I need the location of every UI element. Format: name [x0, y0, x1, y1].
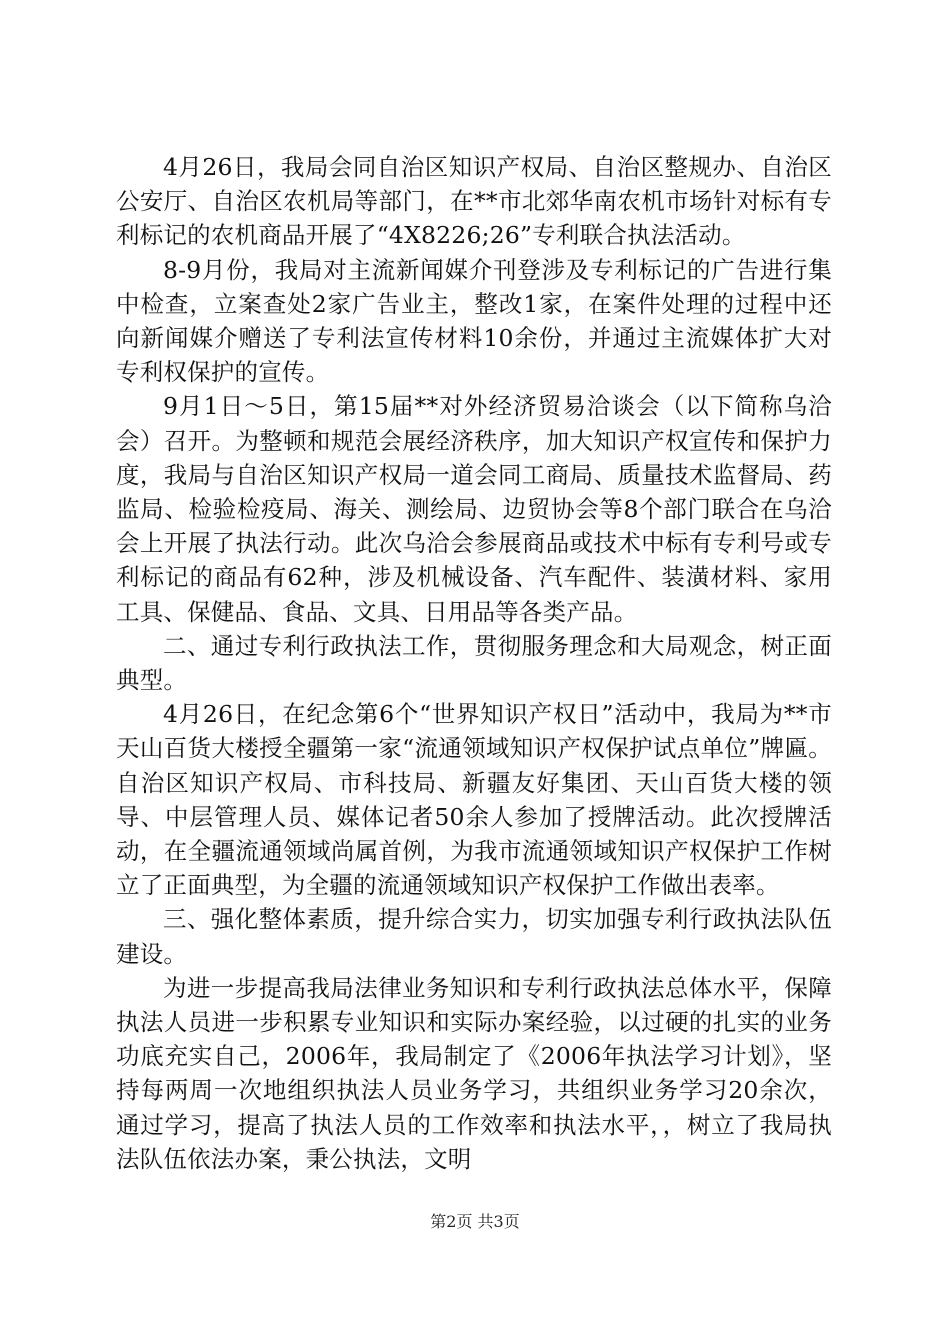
paragraph-ip-day-award: 4月26日，在纪念第6个“世界知识产权日”活动中，我局为**市天山百货大楼授全疆第一家“流通领域知识产权保护试点单位”牌匾。自治区知识产权局、市科技局、新疆友好集团、天山百货大楼的领导、中层管理人员、媒体记者50余人参加了授牌活动。此次授牌活动，在全疆流通领域尚属首例，为我市流通领域知识产权保护工作树立了正面典型，为全疆的流通领域知识产权保护工作做出表率。 — [116, 700, 832, 900]
paragraph-trade-fair-enforcement: 9月1日～5日，第15届**对外经济贸易洽谈会（以下简称乌洽会）召开。为整顿和规范会展经济秩序，加大知识产权宣传和保护力度，我局与自治区知识产权局一道会同工商局、质量技术监督局、药监局、检验检疫局、海关、测绘局、边贸协会等8个部门联合在乌洽会上开展了执法行动。此次乌洽会参展商品或技术中标有专利号或专利标记的商品有62种，涉及机械设备、汽车配件、装潢材料、家用工具、保健品、食品、文具、日用品等各类产品。 — [116, 392, 832, 626]
section-heading-three: 三、强化整体素质，提升综合实力，切实加强专利行政执法队伍建设。 — [116, 905, 832, 968]
section-heading-two: 二、通过专利行政执法工作，贯彻服务理念和大局观念，树正面典型。 — [116, 631, 832, 695]
document-body — [116, 150, 832, 1176]
page-number-footer: 第2页 共3页 — [430, 1212, 520, 1231]
paragraph-team-training: 为进一步提高我局法律业务知识和专利行政执法总体水平，保障执法人员进一步积累专业知识和实际办案经验，以过硬的扎实的业务功底充实自己，2006年，我局制定了《2006年执法学习计划》，坚持每两周一次地组织执法人员业务学习，共组织业务学习20余次，通过学习，提高了执法人员的工作效率和执法水平，，树立了我局执法队伍依法办案，秉公执法，文明 — [116, 973, 832, 1173]
paragraph-patent-joint-enforcement: 4月26日，我局会同自治区知识产权局、自治区整规办、自治区公安厅、自治区农机局等部门，在**市北郊华南农机市场针对标有专利标记的农机商品开展了“4X8226;26”专利联合执法活动。 — [116, 153, 832, 250]
paragraph-media-ad-inspection: 8-9月份，我局对主流新闻媒介刊登涉及专利标记的广告进行集中检查，立案查处2家广告业主，整改1家，在案件处理的过程中还向新闻媒介赠送了专利法宣传材料10余份，并通过主流媒体扩大对专利权保护的宣传。 — [116, 255, 832, 387]
